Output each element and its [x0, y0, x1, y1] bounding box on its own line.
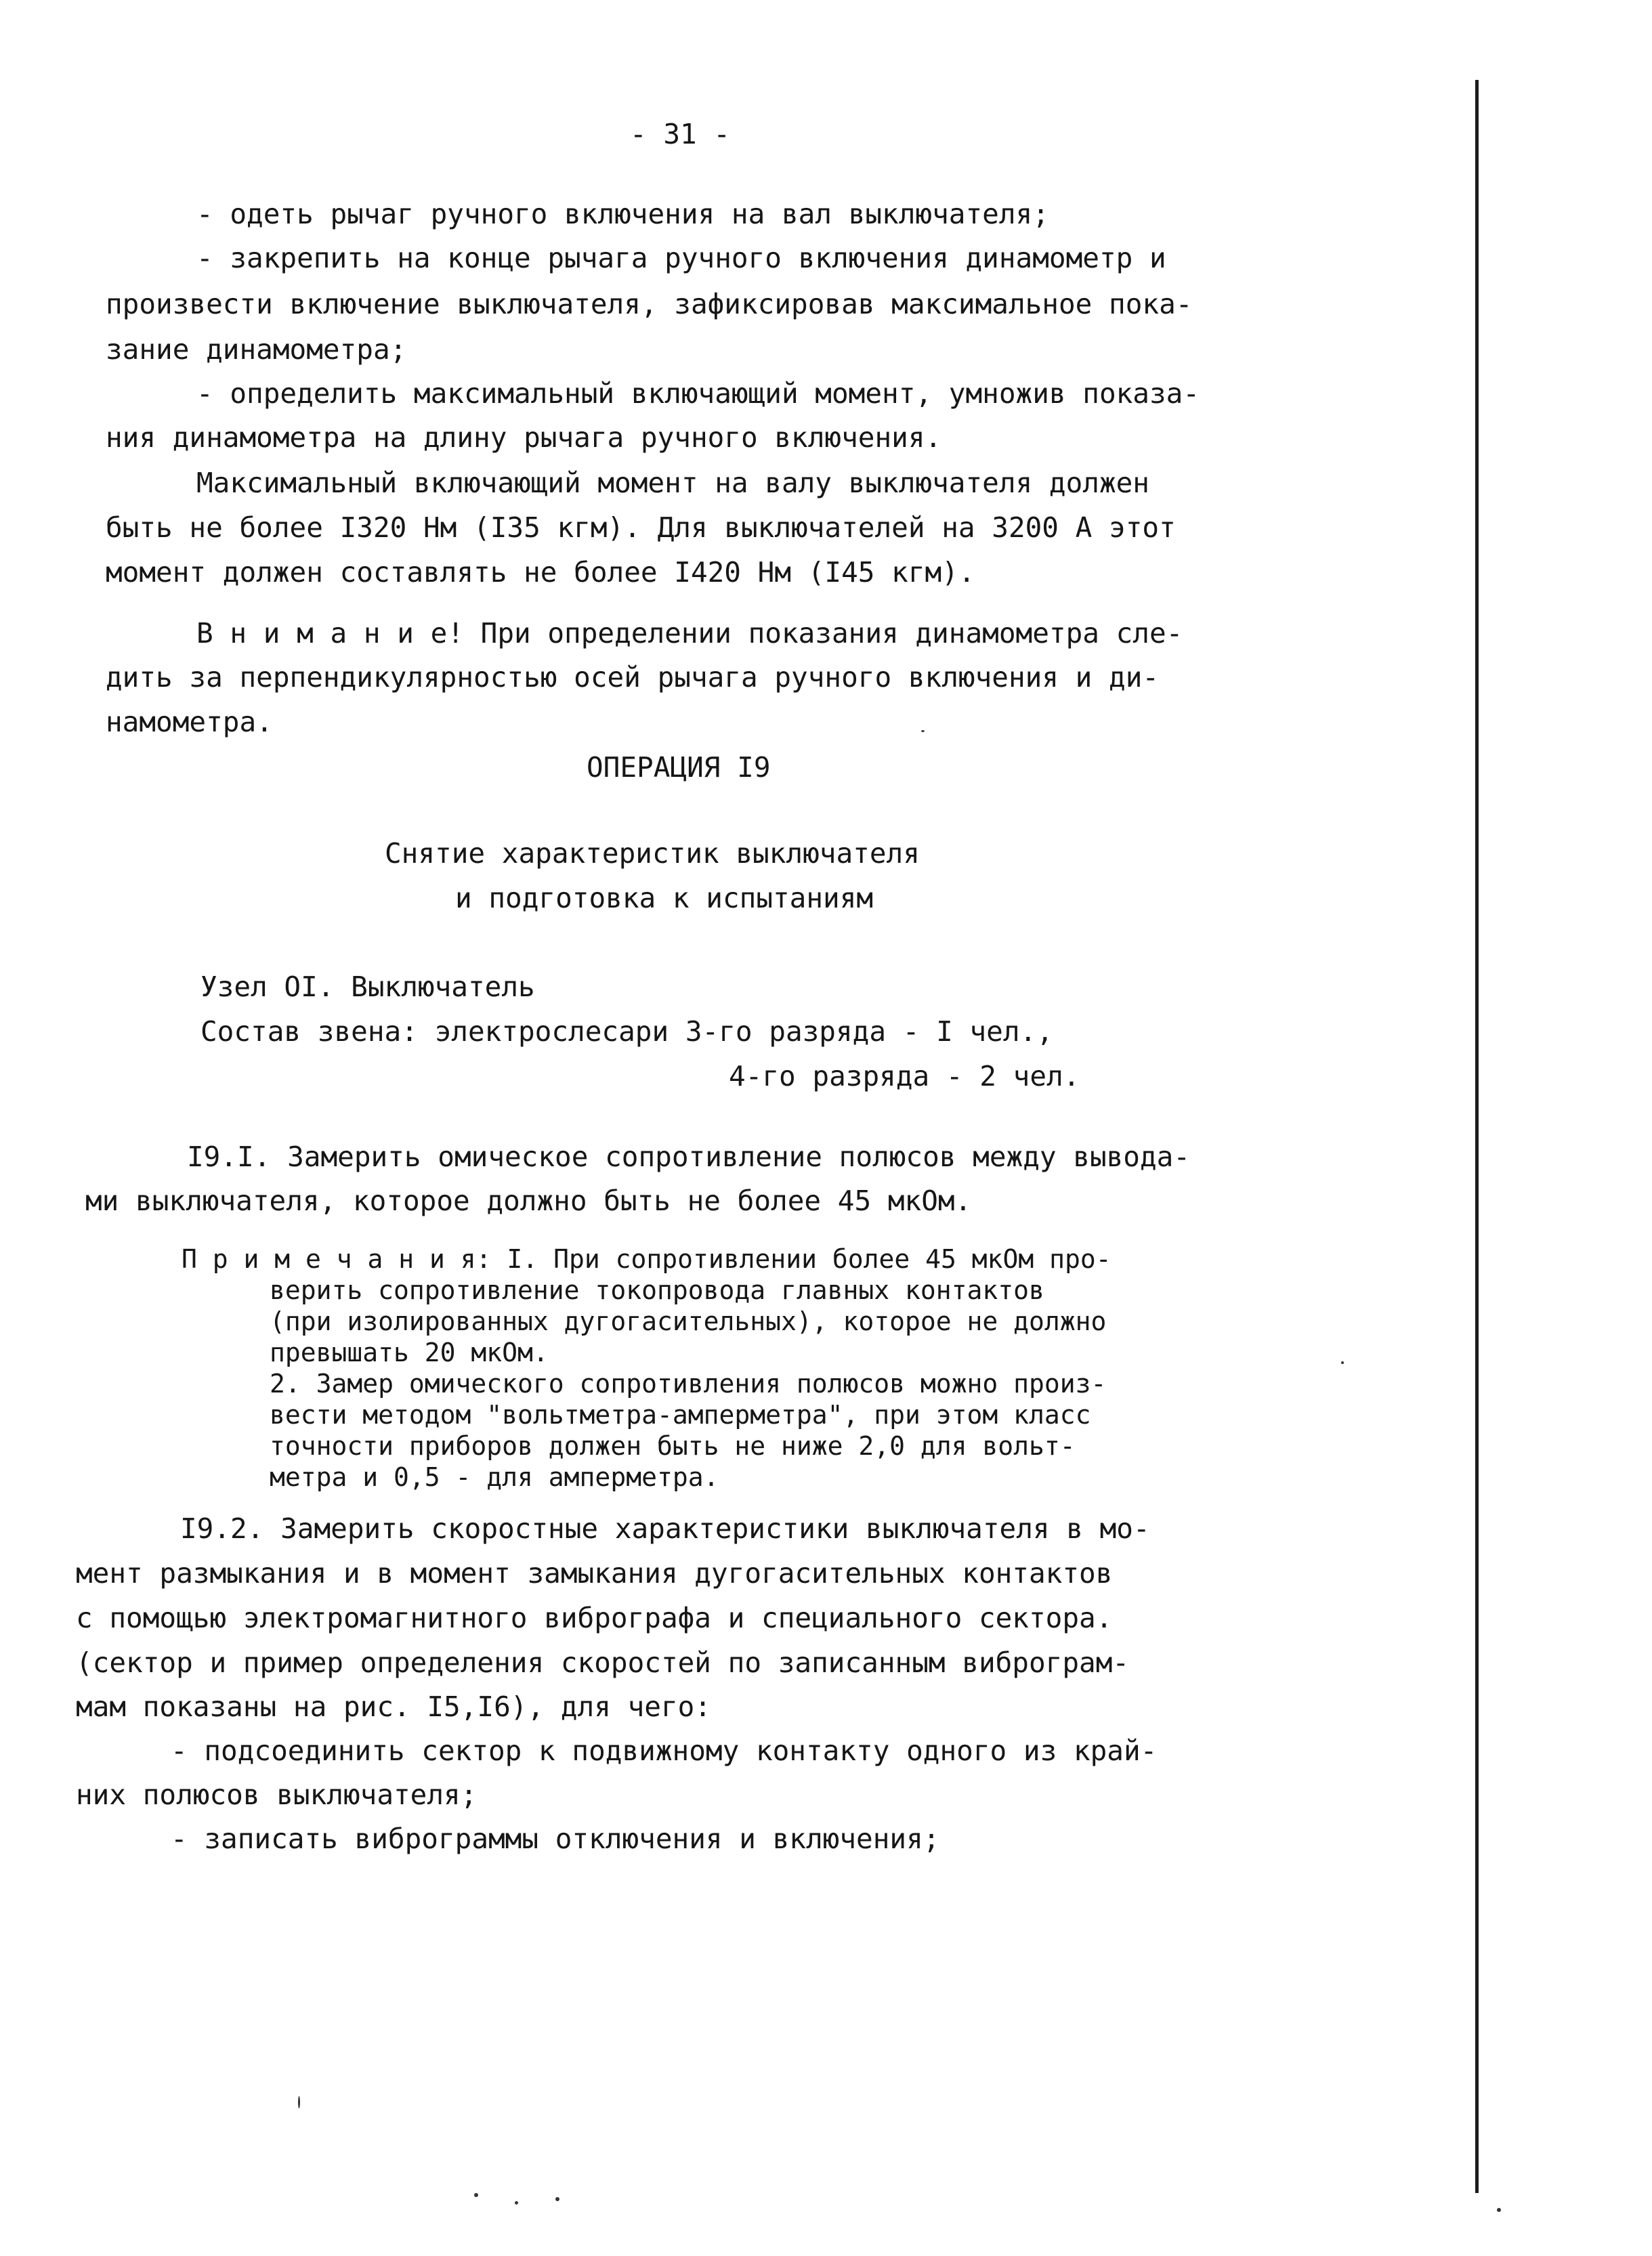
crew-line: Состав звена: электрослесари 3-го разряда - I чел., [200, 1015, 1053, 1048]
note-line: П р и м е ч а н и я: I. При сопротивлении более 45 мкОм про- [182, 1244, 1111, 1274]
note-line: 2. Замер омического сопротивления полюсов можно произ- [270, 1369, 1107, 1399]
operation-title: ОПЕРАЦИЯ I9 [587, 751, 771, 784]
attention-line: В н и м а н и е! При определении показания динамометра сле- [196, 617, 1183, 650]
text-line: намометра. [106, 706, 273, 738]
item-19-2-line: - записать виброграммы отключения и включения; [171, 1823, 940, 1855]
section-heading-line: Снятие характеристик выключателя [385, 837, 920, 870]
scan-edge-line [1475, 80, 1479, 2193]
text-line: быть не более I320 Нм (I35 кгм). Для выключателей на 3200 А этот [106, 511, 1176, 544]
scan-speck [1497, 2208, 1501, 2212]
note-line: метра и 0,5 - для амперметра. [270, 1462, 719, 1492]
text-line: - закрепить на конце рычага ручного включения динамометр и [196, 242, 1166, 274]
item-19-2-line: мент размыкания и в момент замыкания дугогасительных контактов [76, 1557, 1113, 1590]
item-19-1-line: ми выключателя, которое должно быть не более 45 мкОм. [85, 1185, 972, 1217]
unit-label: Узел OI. Выключатель [200, 971, 535, 1003]
text-line: момент должен составлять не более I420 Нм (I45 кгм). [106, 556, 975, 589]
text-line: произвести включение выключателя, зафиксировав максимальное пока- [106, 288, 1193, 320]
text-line: - одеть рычаг ручного включения на вал выключателя; [196, 198, 1049, 230]
text-line: дить за перпендикулярностью осей рычага ручного включения и ди- [106, 661, 1160, 694]
note-line: вести методом "вольтметра-амперметра", при этом класс [270, 1400, 1091, 1430]
text-line: Максимальный включающий момент на валу выключателя должен [196, 467, 1149, 499]
scan-speck [921, 730, 925, 732]
item-19-1-line: I9.I. Замерить омическое сопротивление полюсов между вывода- [187, 1141, 1191, 1173]
scan-speck [555, 2197, 559, 2201]
note-line: верить сопротивление токопровода главных контактов [270, 1275, 1044, 1305]
text-line: - определить максимальный включающий момент, умножив показа- [196, 377, 1200, 410]
scan-speck [474, 2193, 478, 2197]
item-19-2-line: мам показаны на рис. I5,I6), для чего: [76, 1690, 711, 1723]
text-line: ния динамометра на длину рычага ручного включения. [106, 421, 942, 454]
scan-speck [298, 2096, 300, 2108]
section-heading-line: и подготовка к испытаниям [455, 882, 874, 914]
note-line: (при изолированных дугогасительных), которое не должно [270, 1306, 1107, 1336]
item-19-2-line: (сектор и пример определения скоростей по записанным виброграм- [76, 1646, 1130, 1679]
scan-speck [1341, 1361, 1344, 1364]
page-number: - 31 - [630, 118, 731, 150]
note-line: превышать 20 мкОм. [270, 1338, 549, 1367]
item-19-2-line: них полюсов выключателя; [76, 1779, 478, 1811]
item-19-2-line: I9.2. Замерить скоростные характеристики выключателя в мо- [180, 1512, 1150, 1545]
scan-speck [515, 2201, 518, 2205]
item-19-2-line: - подсоединить сектор к подвижному контакту одного из край- [171, 1734, 1158, 1767]
crew-line: 4-го разряда - 2 чел. [729, 1060, 1080, 1092]
note-line: точности приборов должен быть не ниже 2,0 для вольт- [270, 1431, 1076, 1461]
text-line: зание динамометра; [106, 333, 407, 366]
item-19-2-line: с помощью электромагнитного вибрографа и специального сектора. [76, 1602, 1113, 1634]
